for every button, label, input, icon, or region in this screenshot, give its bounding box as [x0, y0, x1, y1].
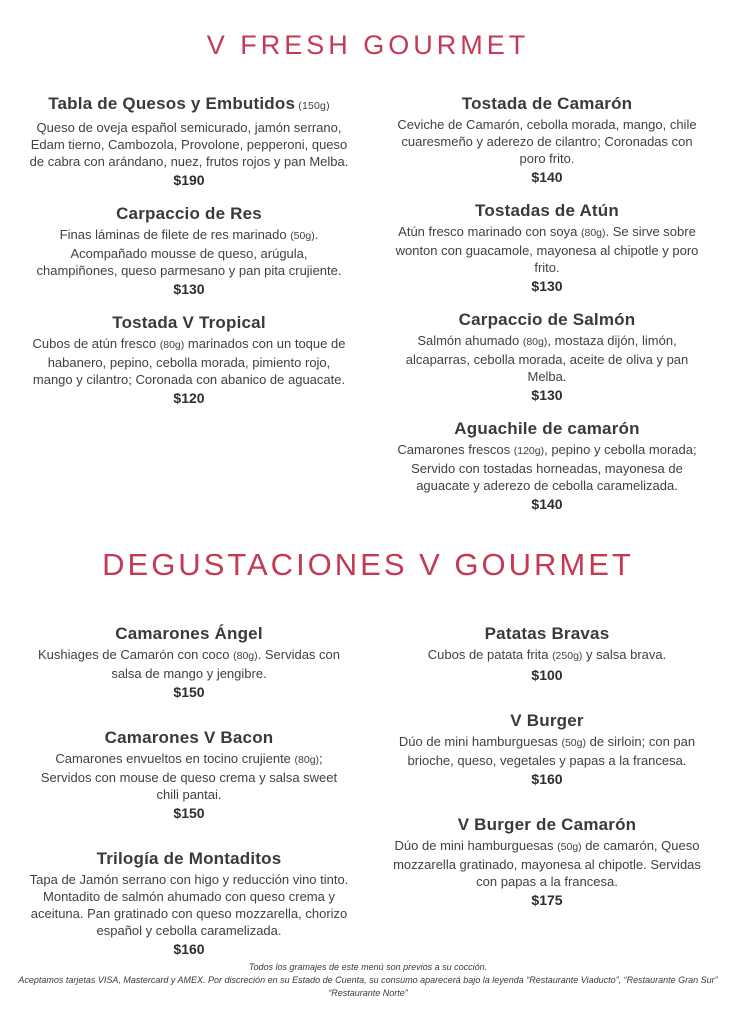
degustaciones-right-column — [384, 623, 710, 958]
item-price: $190 — [173, 172, 205, 188]
menu-item — [26, 727, 352, 822]
menu-item — [26, 93, 352, 189]
item-price: $130 — [173, 281, 205, 297]
item-grams: (50g) — [290, 230, 315, 242]
item-price: $140 — [531, 496, 563, 512]
item-description: Camarones envueltos en tocino crujiente (80g); Servidos con mouse de queso crema y salsa sweet chili pantai. — [40, 751, 338, 802]
item-description: Salmón ahumado (80g), mostaza dijón, limón, alcaparras, cebolla morada, aceite de oliva y pan Melba. — [405, 333, 689, 384]
menu-item — [384, 309, 710, 404]
item-name: Tabla de Quesos y Embutidos (150g) — [48, 94, 330, 113]
menu-item — [26, 312, 352, 407]
item-name: Camarones V Bacon — [104, 728, 274, 747]
item-name: V Burger de Camarón — [457, 815, 637, 834]
item-description: Tapa de Jamón serrano con higo y reducción vino tinto. Montadito de salmón ahumado con queso crema y aceituna. Pan gratinado con queso mozzarella, chorizo español y cebolla caramelizada. — [29, 872, 349, 938]
footer-cards-note: Aceptamos tarjetas VISA, Mastercard y AMEX. Por discreción en su Estado de Cuenta, su consumo aparecerá bajo la leyenda “Restaurante Viaducto”, “Restaurante Gran Sur” “Restaurante Norte” — [18, 975, 718, 998]
item-grams: (120g) — [513, 445, 545, 457]
menu-footer — [0, 961, 736, 1000]
item-name: Tostadas de Atún — [475, 201, 619, 220]
item-price: $175 — [531, 892, 563, 908]
menu-item — [384, 418, 710, 513]
item-price: $100 — [531, 667, 563, 683]
item-name: Carpaccio de Res — [116, 204, 262, 223]
item-name: Patatas Bravas — [484, 624, 610, 643]
item-description: Ceviche de Camarón, cebolla morada, mango, chile cuaresmeño y aderezo de cilantro; Coronadas con poro frito. — [397, 117, 697, 166]
menu-item — [384, 200, 710, 295]
item-description: Dúo de mini hamburguesas (50g) de sirloin; con pan brioche, queso, vegetales y papas a la francesa. — [398, 734, 696, 768]
item-name: Carpaccio de Salmón — [458, 310, 636, 329]
menu-item — [384, 814, 710, 909]
item-description: Queso de oveja español semicurado, jamón serrano, Edam tierno, Cambozola, Provolone, pepperoni, queso de cabra con arándano, nuez, frutos rojos y pan Melba. — [29, 120, 349, 169]
menu-item — [384, 710, 710, 788]
item-grams: (80g) — [159, 339, 185, 351]
item-name: Tostada de Camarón — [461, 94, 633, 113]
item-name: Aguachile de camarón — [454, 419, 640, 438]
degustaciones-left-column — [26, 623, 352, 958]
item-grams: (80g) — [522, 336, 548, 348]
fresh-gourmet-right-column — [384, 93, 710, 513]
fresh-gourmet-columns — [0, 93, 736, 513]
item-name: Camarones Ángel — [115, 624, 263, 643]
menu-item — [384, 93, 710, 186]
item-price: $140 — [531, 169, 563, 185]
item-grams: (50g) — [561, 737, 586, 749]
item-grams: (50g) — [557, 841, 582, 853]
menu-item — [26, 203, 352, 298]
item-price: $150 — [173, 805, 205, 821]
item-grams: (80g) — [580, 227, 606, 239]
item-price: $160 — [173, 941, 205, 957]
item-grams: (80g) — [294, 754, 320, 766]
item-description: Dúo de mini hamburguesas (50g) de camarón, Queso mozzarella gratinado, mayonesa al chipotle. Servidas con papas a la francesa. — [393, 838, 701, 889]
item-price: $150 — [173, 684, 205, 700]
item-price: $160 — [531, 771, 563, 787]
item-description: Atún fresco marinado con soya (80g). Se sirve sobre wonton con guacamole, mayonesa al chipotle y poro frito. — [395, 224, 699, 275]
item-name: V Burger — [510, 711, 584, 730]
menu-item — [26, 848, 352, 958]
item-price: $120 — [173, 390, 205, 406]
item-grams: (80g) — [233, 650, 258, 662]
item-description: Cubos de atún fresco (80g) marinados con un toque de habanero, pepino, cebolla morada, pimiento rojo, mango y cilantro; Coronada con abanico de aguacate. — [32, 336, 346, 387]
item-description: Finas láminas de filete de res marinado (50g). Acompañado mousse de queso, arúgula, champiñones, queso parmesano y pan pita crujiente. — [36, 227, 342, 278]
item-price: $130 — [531, 278, 563, 294]
footer-gramajes-note: Todos los gramajes de este menú son previos a su cocción. — [248, 962, 488, 972]
item-description: Kushiages de Camarón con coco (80g). Servidas con salsa de mango y jengibre. — [37, 647, 340, 681]
degustaciones-columns — [0, 623, 736, 958]
menu-item — [384, 623, 710, 684]
section-title-fresh-gourmet: V FRESH GOURMET — [206, 30, 530, 60]
item-grams: (150g) — [295, 100, 330, 112]
item-description: Cubos de patata frita (250g) y salsa brava. — [427, 647, 667, 662]
item-name: Trilogía de Montaditos — [96, 849, 282, 868]
item-description: Camarones frescos (120g), pepino y cebolla morada; Servido con tostadas horneadas, mayonesa de aguacate y aderezo de cebolla caramelizada. — [397, 442, 697, 493]
item-name: Tostada V Tropical — [112, 313, 266, 332]
menu-item — [26, 623, 352, 701]
item-grams: (250g) — [552, 650, 583, 662]
section-title-degustaciones: DEGUSTACIONES V GOURMET — [102, 547, 634, 582]
fresh-gourmet-left-column — [26, 93, 352, 513]
item-price: $130 — [531, 387, 563, 403]
